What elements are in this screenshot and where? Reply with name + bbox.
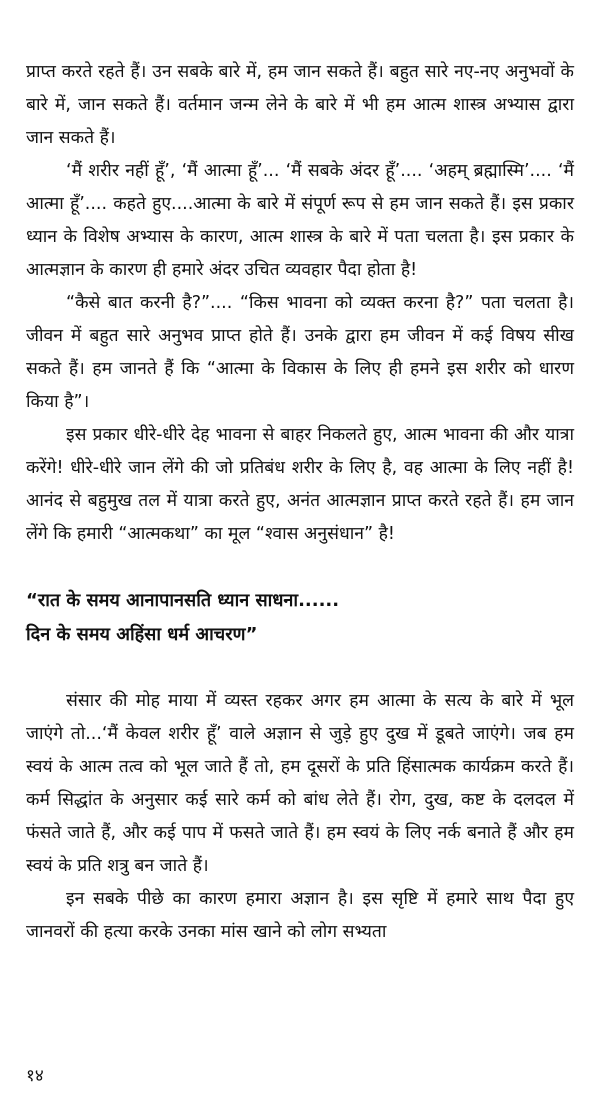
section-heading [26,584,574,652]
page-number: १४ [26,1066,44,1086]
paragraph-3: “कैसे बात करनी है?”.... “किस भावना को व्यक्त करना है?” पता चलता है। जीवन में बहुत सारे अनुभव प्राप्त होते हैं। उनके द्वारा हम जीवन में कई विषय सीख सकते हैं। हम जानते हैं कि “आत्मा के विकास के लिए ही हमने इस शरीर को धारण किया है”। [26,293,574,412]
paragraph-2: ‘मैं शरीर नहीं हूँ’, ‘मैं आत्मा हूँ’... ‘मैं सबके अंदर हूँ’.... ‘अहम् ब्रह्मास्मि’.... ‘मैं आत्मा हूँ’.... कहते हुए....आत्मा के बारे में संपूर्ण रूप से हम जान सकते हैं। इस प्रकार ध्यान के विशेष अभ्यास के कारण, आत्म शास्त्र के बारे में पता चलता है। इस प्रकार के आत्मज्ञान के कारण ही हमारे अंदर उचित व्यवहार पैदा होता है! [26,161,574,280]
page-body [26,56,574,949]
paragraph-4: इस प्रकार धीरे-धीरे देह भावना से बाहर निकलते हुए, आत्म भावना की और यात्रा करेंगे! धीरे-धीरे जान लेंगे की जो प्रतिबंध शरीर के लिए है, वह आत्मा के लिए नहीं है! आनंद से बहुमुख तल में यात्रा करते हुए, अनंत आत्मज्ञान प्राप्त करते रहते हैं। हम जान लेंगे कि हमारी “आत्मकथा” का मूल “श्वास अनुसंधान” है! [26,425,574,544]
paragraph-5: संसार की मोह माया में व्यस्त रहकर अगर हम आत्मा के सत्य के बारे में भूल जाएंगे तो...‘मैं केवल शरीर हूँ’ वाले अज्ञान से जुड़े हुए दुख में डूबते जाएंगे। जब हम स्वयं के आत्म तत्व को भूल जाते हैं तो, हम दूसरों के प्रति हिंसात्मक कार्यक्रम करते हैं। कर्म सिद्धांत के अनुसार कई सारे कर्म को बांध लेते हैं। रोग, दुख, कष्ट के दलदल में फंसते जाते हैं, और कई पाप में फसते जाते हैं। हम स्वयं के लिए नर्क बनाते हैं और हम स्वयं के प्रति शत्रु बन जाते हैं। [26,691,574,876]
heading-line-1: “रात के समय आनापानसति ध्यान साधना...... [26,590,340,611]
heading-line-2: दिन के समय अहिंसा धर्म आचरण” [26,624,258,645]
paragraph-6: इन सबके पीछे का कारण हमारा अज्ञान है। इस सृष्टि में हमारे साथ पैदा हुए जानवरों की हत्या करके उनका मांस खाने को लोग सभ्यता [26,889,574,942]
paragraph-1: प्राप्त करते रहते हैं। उन सबके बारे में, हम जान सकते हैं। बहुत सारे नए-नए अनुभवों के बारे में, जान सकते हैं। वर्तमान जन्म लेने के बारे में भी हम आत्म शास्त्र अभ्यास द्वारा जान सकते हैं। [26,62,574,148]
